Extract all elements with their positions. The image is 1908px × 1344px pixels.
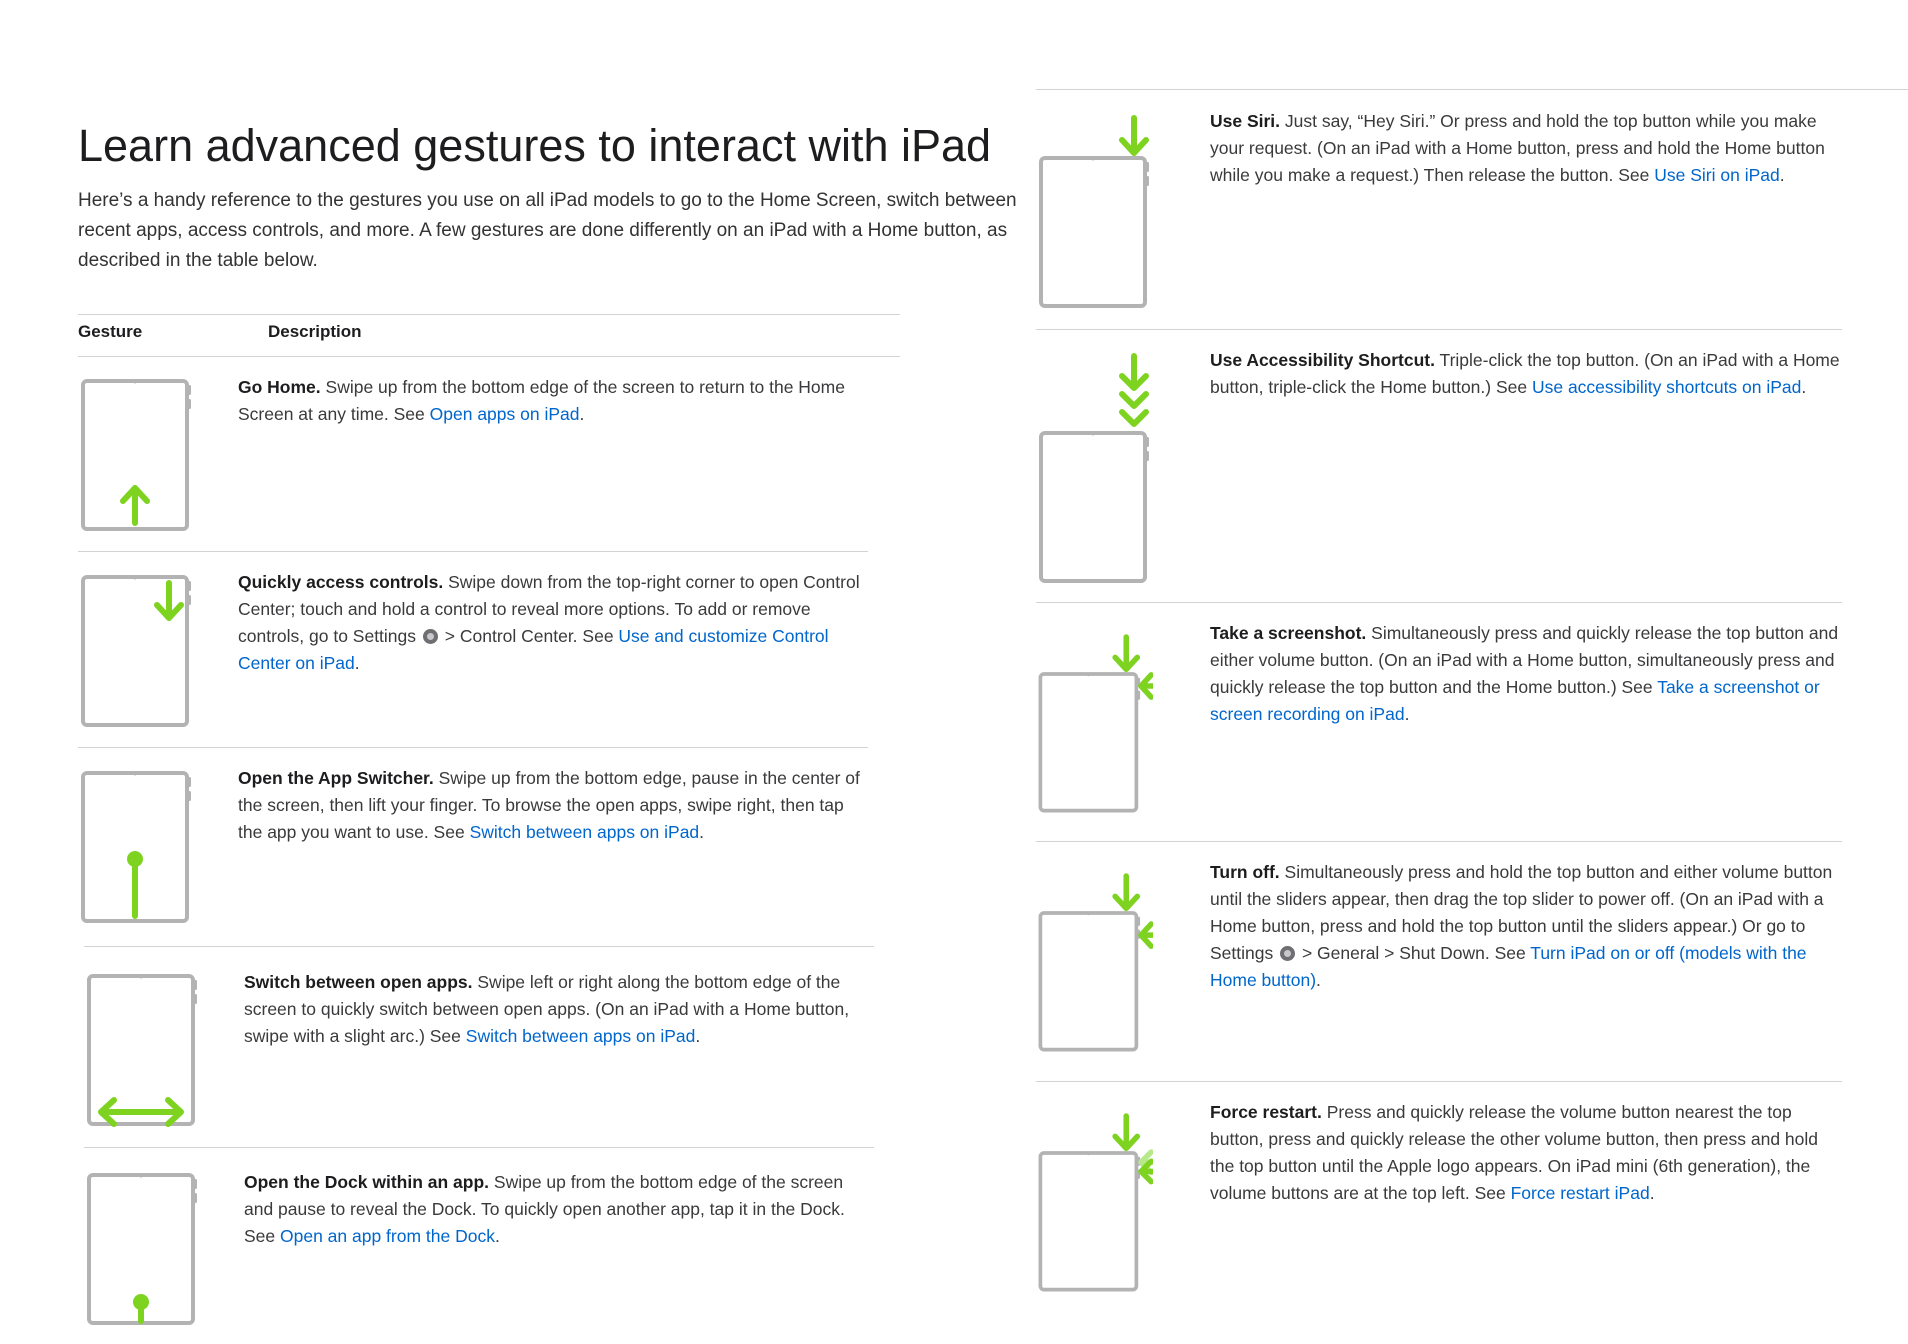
row-title: Take a screenshot. [1210, 623, 1367, 643]
row-go-home [238, 374, 866, 428]
row-tail: . [579, 404, 585, 424]
row-text: Simultaneously press and hold the top button and either volume button until the sliders appear, then drag the top slider to power off. (On an iPad with a Home button, press and hold the top button until the sliders appear.) Or go to Settings [1210, 862, 1833, 963]
row-text: Press and quickly release the volume button nearest the top button, press and quickly release the other volume button, then press and hold the top button until the Apple logo appears. On iPad mini (6th generation), the volume buttons are at the top left. See [1210, 1102, 1819, 1203]
column-header-gesture: Gesture [78, 322, 143, 341]
row-title: Go Home. [238, 377, 321, 397]
divider [1036, 89, 1908, 90]
row-tail: . [699, 822, 705, 842]
row-title: Open the Dock within an app. [244, 1172, 490, 1192]
row-title: Switch between open apps. [244, 972, 473, 992]
row-text: Swipe up from the bottom edge of the screen and pause to reveal the Dock. To quickly open another app, tap it in the Dock. See [244, 1172, 845, 1246]
page-title: Learn advanced gestures to interact with iPad [78, 120, 992, 171]
row-text: Swipe left or right along the bottom edge of the screen to quickly switch between open apps. (On an iPad with a Home button, swipe with a slight arc.) See [244, 972, 850, 1046]
link-control-center[interactable]: Use and customize Control Center on iPad [238, 626, 829, 673]
table-header-border [78, 356, 900, 357]
link-accessibility[interactable]: Use accessibility shortcuts on iPad [1531, 377, 1802, 397]
column-header-description: Description [268, 322, 362, 341]
row-tail: . [494, 1226, 500, 1246]
press-top-button-icon [1033, 110, 1153, 310]
row-siri [1210, 108, 1840, 189]
row-title: Use Siri. [1210, 111, 1281, 131]
row-divider [84, 1147, 874, 1148]
row-screenshot [1210, 620, 1840, 728]
row-force-restart [1210, 1099, 1840, 1207]
link-force-restart[interactable]: Force restart iPad [1510, 1183, 1650, 1203]
settings-gear-icon [1280, 946, 1295, 961]
row-divider [1036, 329, 1842, 330]
short-swipe-up-icon [80, 1169, 200, 1344]
link-switch-apps[interactable]: Switch between apps on iPad [465, 1026, 696, 1046]
row-text: Triple-click the top button. (On an iPad with a Home button, triple-click the Home button.) See [1210, 350, 1840, 397]
row-divider [1036, 841, 1842, 842]
row-tail: . [1649, 1183, 1655, 1203]
row-divider [78, 551, 868, 552]
row-control-center [238, 569, 868, 677]
intro-paragraph: Here’s a handy reference to the gestures you use on all iPad models to go to the Home Screen, switch between recent apps, access controls, and more. A few gestures are done differently on an iPad with a Home button, as described in the table below. [78, 190, 1017, 271]
row-text: Just say, “Hey Siri.” Or press and hold the top button while you make your request. (On an iPad with a Home button, press and hold the Home button while you make a request.) Then release the button. See [1210, 111, 1825, 185]
swipe-down-corner-icon [74, 571, 194, 746]
triple-click-icon [1033, 350, 1153, 585]
row-divider [78, 747, 868, 748]
swipe-up-pause-icon [74, 767, 194, 942]
row-accessibility [1210, 347, 1840, 401]
row-text: Simultaneously press and quickly release the top button and either volume button. (On an iPad with a Home button, simultaneously press and quickly release the top button and the Home button.) See [1210, 623, 1839, 697]
link-siri[interactable]: Use Siri on iPad [1654, 165, 1780, 185]
settings-gear-icon [423, 629, 438, 644]
swipe-up-icon [74, 375, 194, 550]
force-restart-icon [1033, 1101, 1153, 1301]
row-text: Swipe down from the top-right corner to open Control Center; touch and hold a control to reveal more options. To add or remove controls, go to Settings [238, 572, 860, 646]
link-open-dock[interactable]: Open an app from the Dock [280, 1226, 495, 1246]
row-dock [244, 1169, 874, 1250]
table-top-border [78, 314, 900, 315]
row-tail: . [1316, 970, 1321, 990]
row-title: Use Accessibility Shortcut. [1210, 350, 1435, 370]
row-text-2: > General > Shut Down. See [1297, 943, 1531, 963]
link-open-apps[interactable]: Open apps on iPad [429, 404, 580, 424]
row-title: Open the App Switcher. [238, 768, 434, 788]
row-app-switcher [238, 765, 868, 846]
link-screenshot[interactable]: Take a screenshot or screen recording on iPad [1210, 677, 1820, 724]
row-switch-apps [244, 969, 874, 1050]
row-text-2: > Control Center. See [439, 626, 619, 646]
row-tail: . [1404, 704, 1410, 724]
row-tail: . [1779, 165, 1785, 185]
top-and-volume-hold-icon [1033, 861, 1153, 1061]
row-divider [84, 946, 874, 947]
row-text: Swipe up from the bottom edge, pause in the center of the screen, then lift your finger. To browse the open apps, swipe right, then tap the app you want to use. See [238, 768, 860, 842]
row-title: Force restart. [1210, 1102, 1322, 1122]
swipe-left-right-icon [80, 970, 200, 1145]
row-tail: . [354, 653, 360, 673]
link-switch-apps[interactable]: Switch between apps on iPad [469, 822, 700, 842]
row-tail: . [695, 1026, 701, 1046]
row-divider [1036, 1081, 1842, 1082]
row-tail: . [1801, 377, 1807, 397]
row-text: Swipe up from the bottom edge of the screen to return to the Home Screen at any time. See [238, 377, 845, 424]
row-title: Quickly access controls. [238, 572, 444, 592]
link-turn-off[interactable]: Turn iPad on or off (models with the Home button) [1210, 943, 1807, 990]
row-turn-off [1210, 859, 1840, 994]
top-and-volume-press-icon [1033, 622, 1153, 822]
row-divider [1036, 602, 1842, 603]
row-title: Turn off. [1210, 862, 1280, 882]
